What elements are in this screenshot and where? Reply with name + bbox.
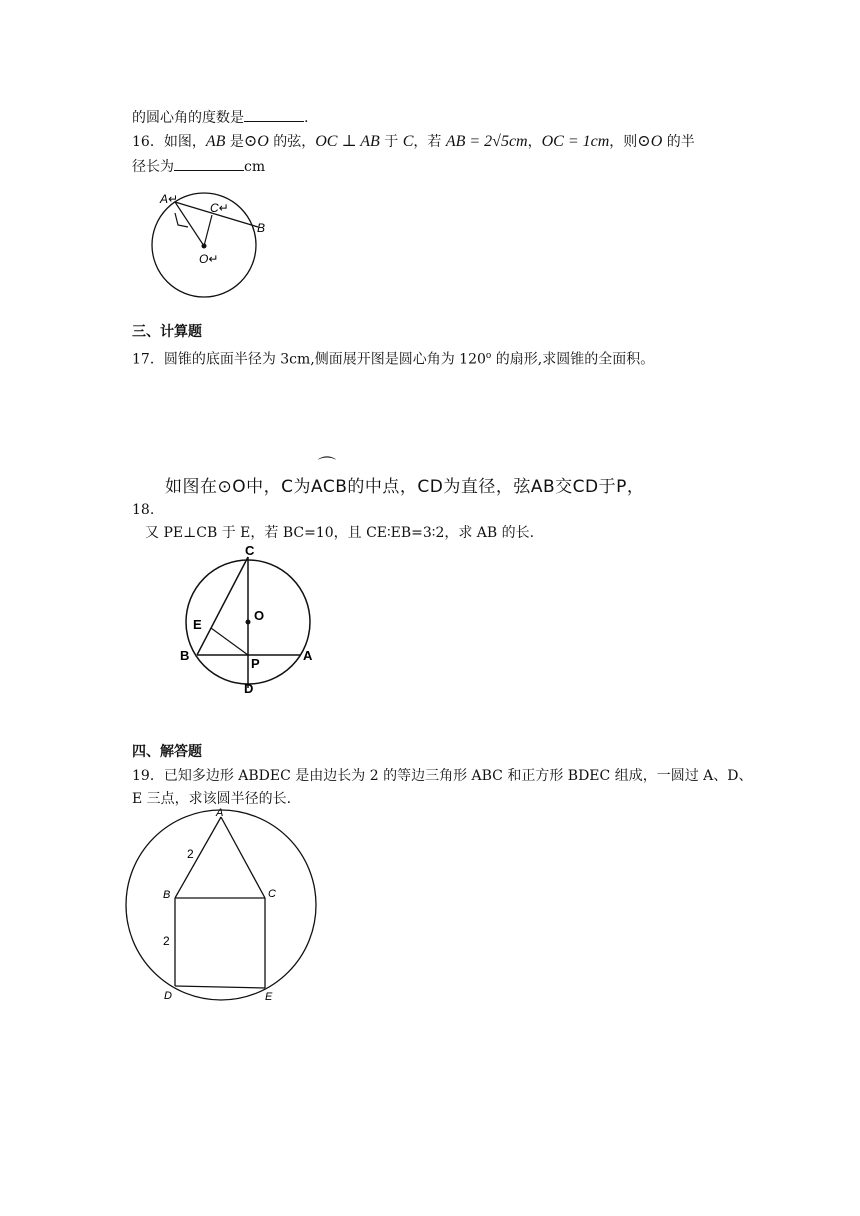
q18-center-dot <box>246 620 251 625</box>
q18-figure <box>175 540 330 700</box>
q16-ab: AB <box>205 133 226 150</box>
q15-tail-text: 的圆心角的度数是 <box>132 110 244 126</box>
q18-label-p: P <box>251 656 260 671</box>
q18-label-o: O <box>254 608 265 623</box>
q16-unit: cm <box>244 159 266 175</box>
q16-ab-equation: AB = 2√5cm <box>445 133 528 150</box>
q16-text-chord: 的弦， <box>268 134 316 150</box>
q16-radius-oa <box>175 202 204 246</box>
q19-figure <box>125 805 335 1005</box>
q16-radius-text: 径长为 <box>132 159 174 175</box>
q18-banner-text: 如图在⊙O中，C为ACB的中点，CD为直径，弦AB交CD于P， <box>165 477 645 497</box>
q16-oc-perp-ab: OC ⊥ AB <box>315 133 380 150</box>
q19-circle <box>126 810 316 1000</box>
q16-text-then: ，则 <box>609 134 638 150</box>
q17-text-end: 的扇形,求圆锥的全面积。 <box>491 351 655 368</box>
q18-number: 18. <box>132 502 155 518</box>
q15-tail-line <box>132 107 308 128</box>
q15-tail-end: . <box>304 110 309 126</box>
q16-oc-equation: OC = 1cm <box>541 133 610 150</box>
q19-label-b: B <box>163 889 171 901</box>
q16-line1 <box>132 132 695 152</box>
q18-segment-pe <box>211 628 248 655</box>
q16-text-at: 于 <box>379 134 403 150</box>
q17-line <box>132 346 654 370</box>
q16-circle-o: ⊙O <box>243 133 269 150</box>
q17-degree: o <box>485 351 492 361</box>
q18-label-e: E <box>193 617 202 632</box>
q16-number: 16．如图， <box>132 134 206 150</box>
q16-label-a: A↵ <box>160 192 179 206</box>
q16-line2 <box>132 156 265 177</box>
q19-label-side-bd: 2 <box>163 934 170 948</box>
q19-line1: 19．已知多边形 ABDEC 是由边长为 2 的等边三角形 ABC 和正方形 BDEC 组成，一圆过 A、D、 <box>132 768 753 784</box>
q19-label-a: A <box>216 807 224 819</box>
q19-side-ab <box>175 817 221 898</box>
q19-label-c: C <box>268 888 276 900</box>
q16-answer-blank[interactable] <box>174 156 244 171</box>
q18-line2: 又 PE⊥CB 于 E，若 BC=10，且 CE∶EB=3∶2，求 AB 的长. <box>145 525 535 541</box>
section4-heading: 四、解答题 <box>132 744 202 760</box>
q16-segment-oc <box>204 215 212 246</box>
q16-point-c: C <box>402 133 414 150</box>
q19-label-e: E <box>265 991 273 1003</box>
q16-label-b: B <box>257 221 266 235</box>
q16-text-is: 是 <box>225 134 244 150</box>
q15-answer-blank[interactable] <box>244 107 304 122</box>
q16-circle-o-2: ⊙O <box>637 133 663 150</box>
q16-text-half: 的半 <box>662 134 695 150</box>
q18-label-b: B <box>180 648 190 663</box>
q19-label-d: D <box>164 990 172 1002</box>
q16-center-dot <box>202 244 207 249</box>
q19-line2: E 三点，求该圆半径的长. <box>132 791 292 807</box>
q19-side-de <box>175 986 265 988</box>
q19-side-ac <box>221 817 265 898</box>
q19-label-side-ab: 2 <box>187 847 194 861</box>
q18-label-a: A <box>303 648 313 663</box>
q16-figure <box>140 185 275 305</box>
section3-heading: 三、计算题 <box>132 324 202 340</box>
q16-label-o: O↵ <box>199 252 219 266</box>
q18-label-d: D <box>244 681 254 696</box>
q18-arc-mark: ⌒ <box>318 456 336 477</box>
q16-right-angle-mark <box>175 213 188 227</box>
q18-chord-bc <box>197 557 248 655</box>
q16-text-if: ，若 <box>413 134 446 150</box>
q18-label-c: C <box>245 543 255 558</box>
q16-comma: ， <box>527 134 542 150</box>
q16-label-c: C↵ <box>210 201 229 215</box>
q17-text: 17．圆锥的底面半径为 3cm,侧面展开图是圆心角为 120 <box>132 351 486 368</box>
